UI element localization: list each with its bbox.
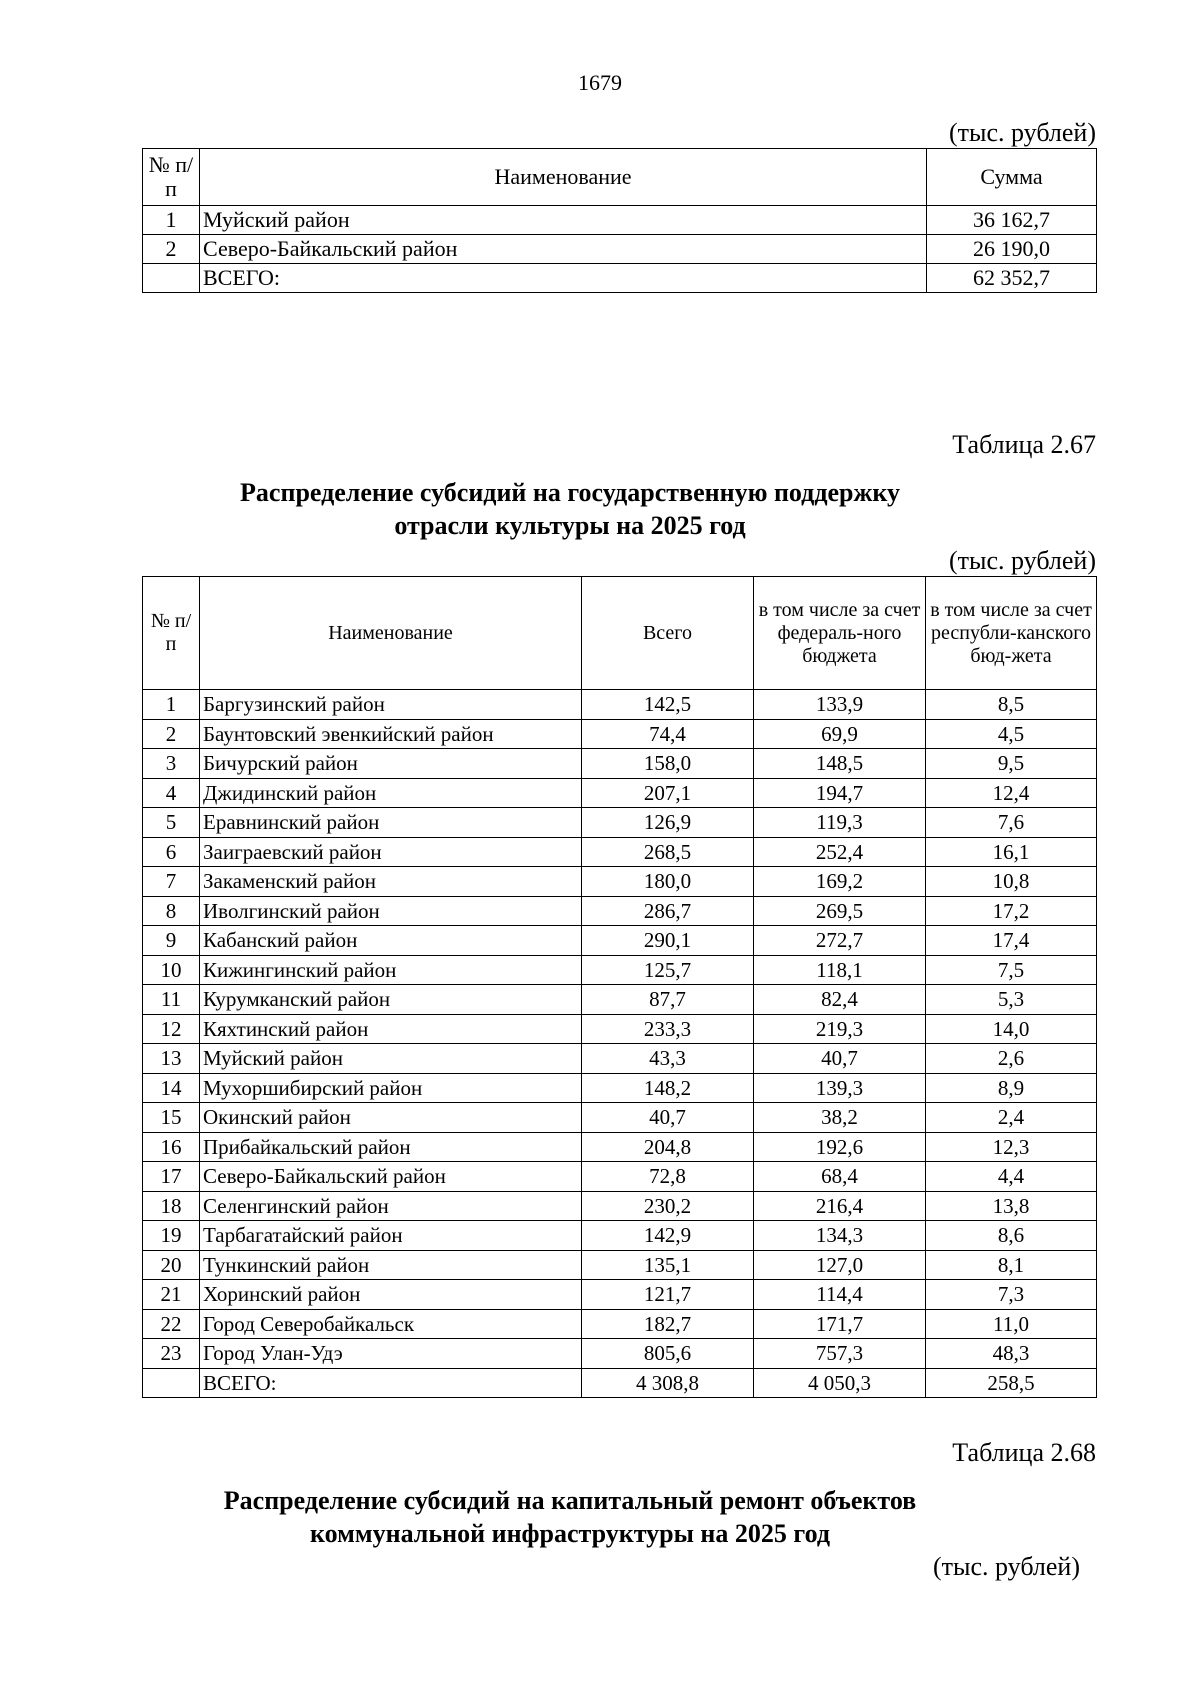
row-name: Кижингинский район: [200, 955, 582, 985]
table3-title-line1: Распределение субсидий на капитальный ремонт объектов: [223, 1486, 917, 1515]
table-row: [143, 1162, 1097, 1192]
row-republic: 7,3: [926, 1280, 1097, 1310]
row-republic: 17,4: [926, 926, 1097, 956]
row-name: Баргузинский район: [200, 690, 582, 720]
row-total: 805,6: [582, 1339, 754, 1369]
row-federal: 272,7: [754, 926, 926, 956]
table2-header-name: Наименование: [200, 577, 582, 690]
row-num: 3: [143, 749, 200, 779]
row-federal: 68,4: [754, 1162, 926, 1192]
row-republic: 4,5: [926, 719, 1097, 749]
row-total: 233,3: [582, 1014, 754, 1044]
table1-header-row: [143, 149, 1097, 206]
row-federal: 757,3: [754, 1339, 926, 1369]
table-row: [143, 1280, 1097, 1310]
table3-title-line2: коммунальной инфраструктуры на 2025 год: [310, 1519, 830, 1548]
row-republic: 14,0: [926, 1014, 1097, 1044]
row-num: 22: [143, 1309, 200, 1339]
row-name: Иволгинский район: [200, 896, 582, 926]
table-row: [143, 206, 1097, 235]
row-federal: 269,5: [754, 896, 926, 926]
row-name: Заиграевский район: [200, 837, 582, 867]
row-federal: 134,3: [754, 1221, 926, 1251]
table-row: [143, 1103, 1097, 1133]
table-row: [143, 1309, 1097, 1339]
row-num: 7: [143, 867, 200, 897]
row-num: 4: [143, 778, 200, 808]
table2-header-row: [143, 577, 1097, 690]
row-name: Город Северобайкальск: [200, 1309, 582, 1339]
total-row: [143, 264, 1097, 293]
table-row: [143, 808, 1097, 838]
row-name: Прибайкальский район: [200, 1132, 582, 1162]
row-total: 126,9: [582, 808, 754, 838]
row-num: 2: [143, 719, 200, 749]
row-name: Окинский район: [200, 1103, 582, 1133]
row-republic: 8,5: [926, 690, 1097, 720]
row-total: 135,1: [582, 1250, 754, 1280]
row-republic: 8,6: [926, 1221, 1097, 1251]
table-row: [143, 1191, 1097, 1221]
row-num: 10: [143, 955, 200, 985]
row-num: 13: [143, 1044, 200, 1074]
table3-title: [140, 1484, 1000, 1550]
row-sum: 26 190,0: [927, 235, 1097, 264]
row-name: Курумканский район: [200, 985, 582, 1015]
table-row: [143, 1339, 1097, 1369]
row-num: 23: [143, 1339, 200, 1369]
row-republic: 8,9: [926, 1073, 1097, 1103]
row-federal: 133,9: [754, 690, 926, 720]
row-name: Тарбагатайский район: [200, 1221, 582, 1251]
row-republic: 17,2: [926, 896, 1097, 926]
table-row: [143, 1073, 1097, 1103]
total-row: [143, 1368, 1097, 1398]
row-num: 8: [143, 896, 200, 926]
row-total: 286,7: [582, 896, 754, 926]
row-name: Муйский район: [200, 1044, 582, 1074]
row-num: 18: [143, 1191, 200, 1221]
row-total: 204,8: [582, 1132, 754, 1162]
row-republic: 12,3: [926, 1132, 1097, 1162]
table-row: [143, 867, 1097, 897]
table1-units: (тыс. рублей): [948, 118, 1096, 147]
row-federal: 40,7: [754, 1044, 926, 1074]
row-republic: 48,3: [926, 1339, 1097, 1369]
table2: [142, 576, 1097, 1398]
row-total: 148,2: [582, 1073, 754, 1103]
table1-header-sum: Сумма: [927, 149, 1097, 206]
table-row: [143, 1014, 1097, 1044]
table-row: [143, 690, 1097, 720]
table-row: [143, 926, 1097, 956]
table-row: [143, 778, 1097, 808]
table1-header-num: № п/п: [143, 149, 200, 206]
row-num: 21: [143, 1280, 200, 1310]
row-total: 142,9: [582, 1221, 754, 1251]
table-row: [143, 1221, 1097, 1251]
table-row: [143, 235, 1097, 264]
row-republic: 9,5: [926, 749, 1097, 779]
row-total: 230,2: [582, 1191, 754, 1221]
row-total: 268,5: [582, 837, 754, 867]
row-num: 12: [143, 1014, 200, 1044]
row-total: 290,1: [582, 926, 754, 956]
row-num: 19: [143, 1221, 200, 1251]
row-name: Северо-Байкальский район: [200, 1162, 582, 1192]
table2-caption: Таблица 2.67: [952, 430, 1096, 459]
row-name: Баунтовский эвенкийский район: [200, 719, 582, 749]
total-republic: 258,5: [926, 1368, 1097, 1398]
row-num: 14: [143, 1073, 200, 1103]
row-republic: 13,8: [926, 1191, 1097, 1221]
row-federal: 169,2: [754, 867, 926, 897]
table1-body: [143, 206, 1097, 293]
table2-header-total: Всего: [582, 577, 754, 690]
row-federal: 69,9: [754, 719, 926, 749]
row-republic: 10,8: [926, 867, 1097, 897]
table-row: [143, 749, 1097, 779]
table-row: [143, 955, 1097, 985]
row-num: 2: [143, 235, 200, 264]
row-name: Еравнинский район: [200, 808, 582, 838]
row-total: 40,7: [582, 1103, 754, 1133]
row-total: 142,5: [582, 690, 754, 720]
row-republic: 12,4: [926, 778, 1097, 808]
row-num: 1: [143, 206, 200, 235]
total-label: ВСЕГО:: [200, 1368, 582, 1398]
total-label: ВСЕГО:: [200, 264, 927, 293]
row-total: 207,1: [582, 778, 754, 808]
table-row: [143, 896, 1097, 926]
row-name: Селенгинский район: [200, 1191, 582, 1221]
total-federal: 4 050,3: [754, 1368, 926, 1398]
row-num: 17: [143, 1162, 200, 1192]
table3-caption: Таблица 2.68: [952, 1438, 1096, 1467]
row-republic: 2,6: [926, 1044, 1097, 1074]
row-total: 180,0: [582, 867, 754, 897]
table-row: [143, 985, 1097, 1015]
row-name: Тункинский район: [200, 1250, 582, 1280]
table-row: [143, 719, 1097, 749]
total-sum: 62 352,7: [927, 264, 1097, 293]
table-row: [143, 1044, 1097, 1074]
row-total: 87,7: [582, 985, 754, 1015]
row-sum: 36 162,7: [927, 206, 1097, 235]
row-total: 158,0: [582, 749, 754, 779]
table1-header-name: Наименование: [200, 149, 927, 206]
row-num: 16: [143, 1132, 200, 1162]
row-total: 125,7: [582, 955, 754, 985]
row-num: 15: [143, 1103, 200, 1133]
row-name: Кабанский район: [200, 926, 582, 956]
row-federal: 119,3: [754, 808, 926, 838]
table-row: [143, 1132, 1097, 1162]
row-federal: 252,4: [754, 837, 926, 867]
row-total: 72,8: [582, 1162, 754, 1192]
row-republic: 7,5: [926, 955, 1097, 985]
total-num-empty: [143, 1368, 200, 1398]
row-name: Город Улан-Удэ: [200, 1339, 582, 1369]
table1: [142, 148, 1097, 293]
page-number: 1679: [578, 70, 622, 95]
table2-header-republic: в том числе за счет республи-канского бюд-жета: [926, 577, 1097, 690]
row-total: 74,4: [582, 719, 754, 749]
row-republic: 11,0: [926, 1309, 1097, 1339]
table2-body: [143, 690, 1097, 1398]
row-name: Кяхтинский район: [200, 1014, 582, 1044]
row-federal: 82,4: [754, 985, 926, 1015]
row-name: Северо-Байкальский район: [200, 235, 927, 264]
row-republic: 8,1: [926, 1250, 1097, 1280]
table-row: [143, 837, 1097, 867]
row-total: 182,7: [582, 1309, 754, 1339]
row-num: 11: [143, 985, 200, 1015]
row-federal: 148,5: [754, 749, 926, 779]
row-republic: 7,6: [926, 808, 1097, 838]
total-total: 4 308,8: [582, 1368, 754, 1398]
table2-title-line1: Распределение субсидий на государственную поддержку: [240, 478, 900, 507]
row-federal: 127,0: [754, 1250, 926, 1280]
row-federal: 139,3: [754, 1073, 926, 1103]
row-federal: 194,7: [754, 778, 926, 808]
row-federal: 38,2: [754, 1103, 926, 1133]
row-federal: 219,3: [754, 1014, 926, 1044]
row-republic: 2,4: [926, 1103, 1097, 1133]
row-federal: 171,7: [754, 1309, 926, 1339]
row-federal: 118,1: [754, 955, 926, 985]
table2-header-num: № п/п: [143, 577, 200, 690]
row-republic: 4,4: [926, 1162, 1097, 1192]
row-federal: 216,4: [754, 1191, 926, 1221]
table2-header-federal: в том числе за счет федераль-ного бюджета: [754, 577, 926, 690]
row-total: 43,3: [582, 1044, 754, 1074]
row-num: 1: [143, 690, 200, 720]
row-total: 121,7: [582, 1280, 754, 1310]
row-name: Бичурский район: [200, 749, 582, 779]
row-name: Мухоршибирский район: [200, 1073, 582, 1103]
row-federal: 192,6: [754, 1132, 926, 1162]
row-num: 5: [143, 808, 200, 838]
table2-units: (тыс. рублей): [948, 546, 1096, 575]
table2-title: [140, 476, 1000, 542]
row-num: 9: [143, 926, 200, 956]
row-republic: 16,1: [926, 837, 1097, 867]
total-num-empty: [143, 264, 200, 293]
row-republic: 5,3: [926, 985, 1097, 1015]
row-num: 6: [143, 837, 200, 867]
row-name: Хоринский район: [200, 1280, 582, 1310]
table3-units: (тыс. рублей): [932, 1552, 1080, 1581]
row-federal: 114,4: [754, 1280, 926, 1310]
row-name: Закаменский район: [200, 867, 582, 897]
row-num: 20: [143, 1250, 200, 1280]
table2-title-line2: отрасли культуры на 2025 год: [394, 511, 746, 540]
row-name: Муйский район: [200, 206, 927, 235]
table-row: [143, 1250, 1097, 1280]
row-name: Джидинский район: [200, 778, 582, 808]
